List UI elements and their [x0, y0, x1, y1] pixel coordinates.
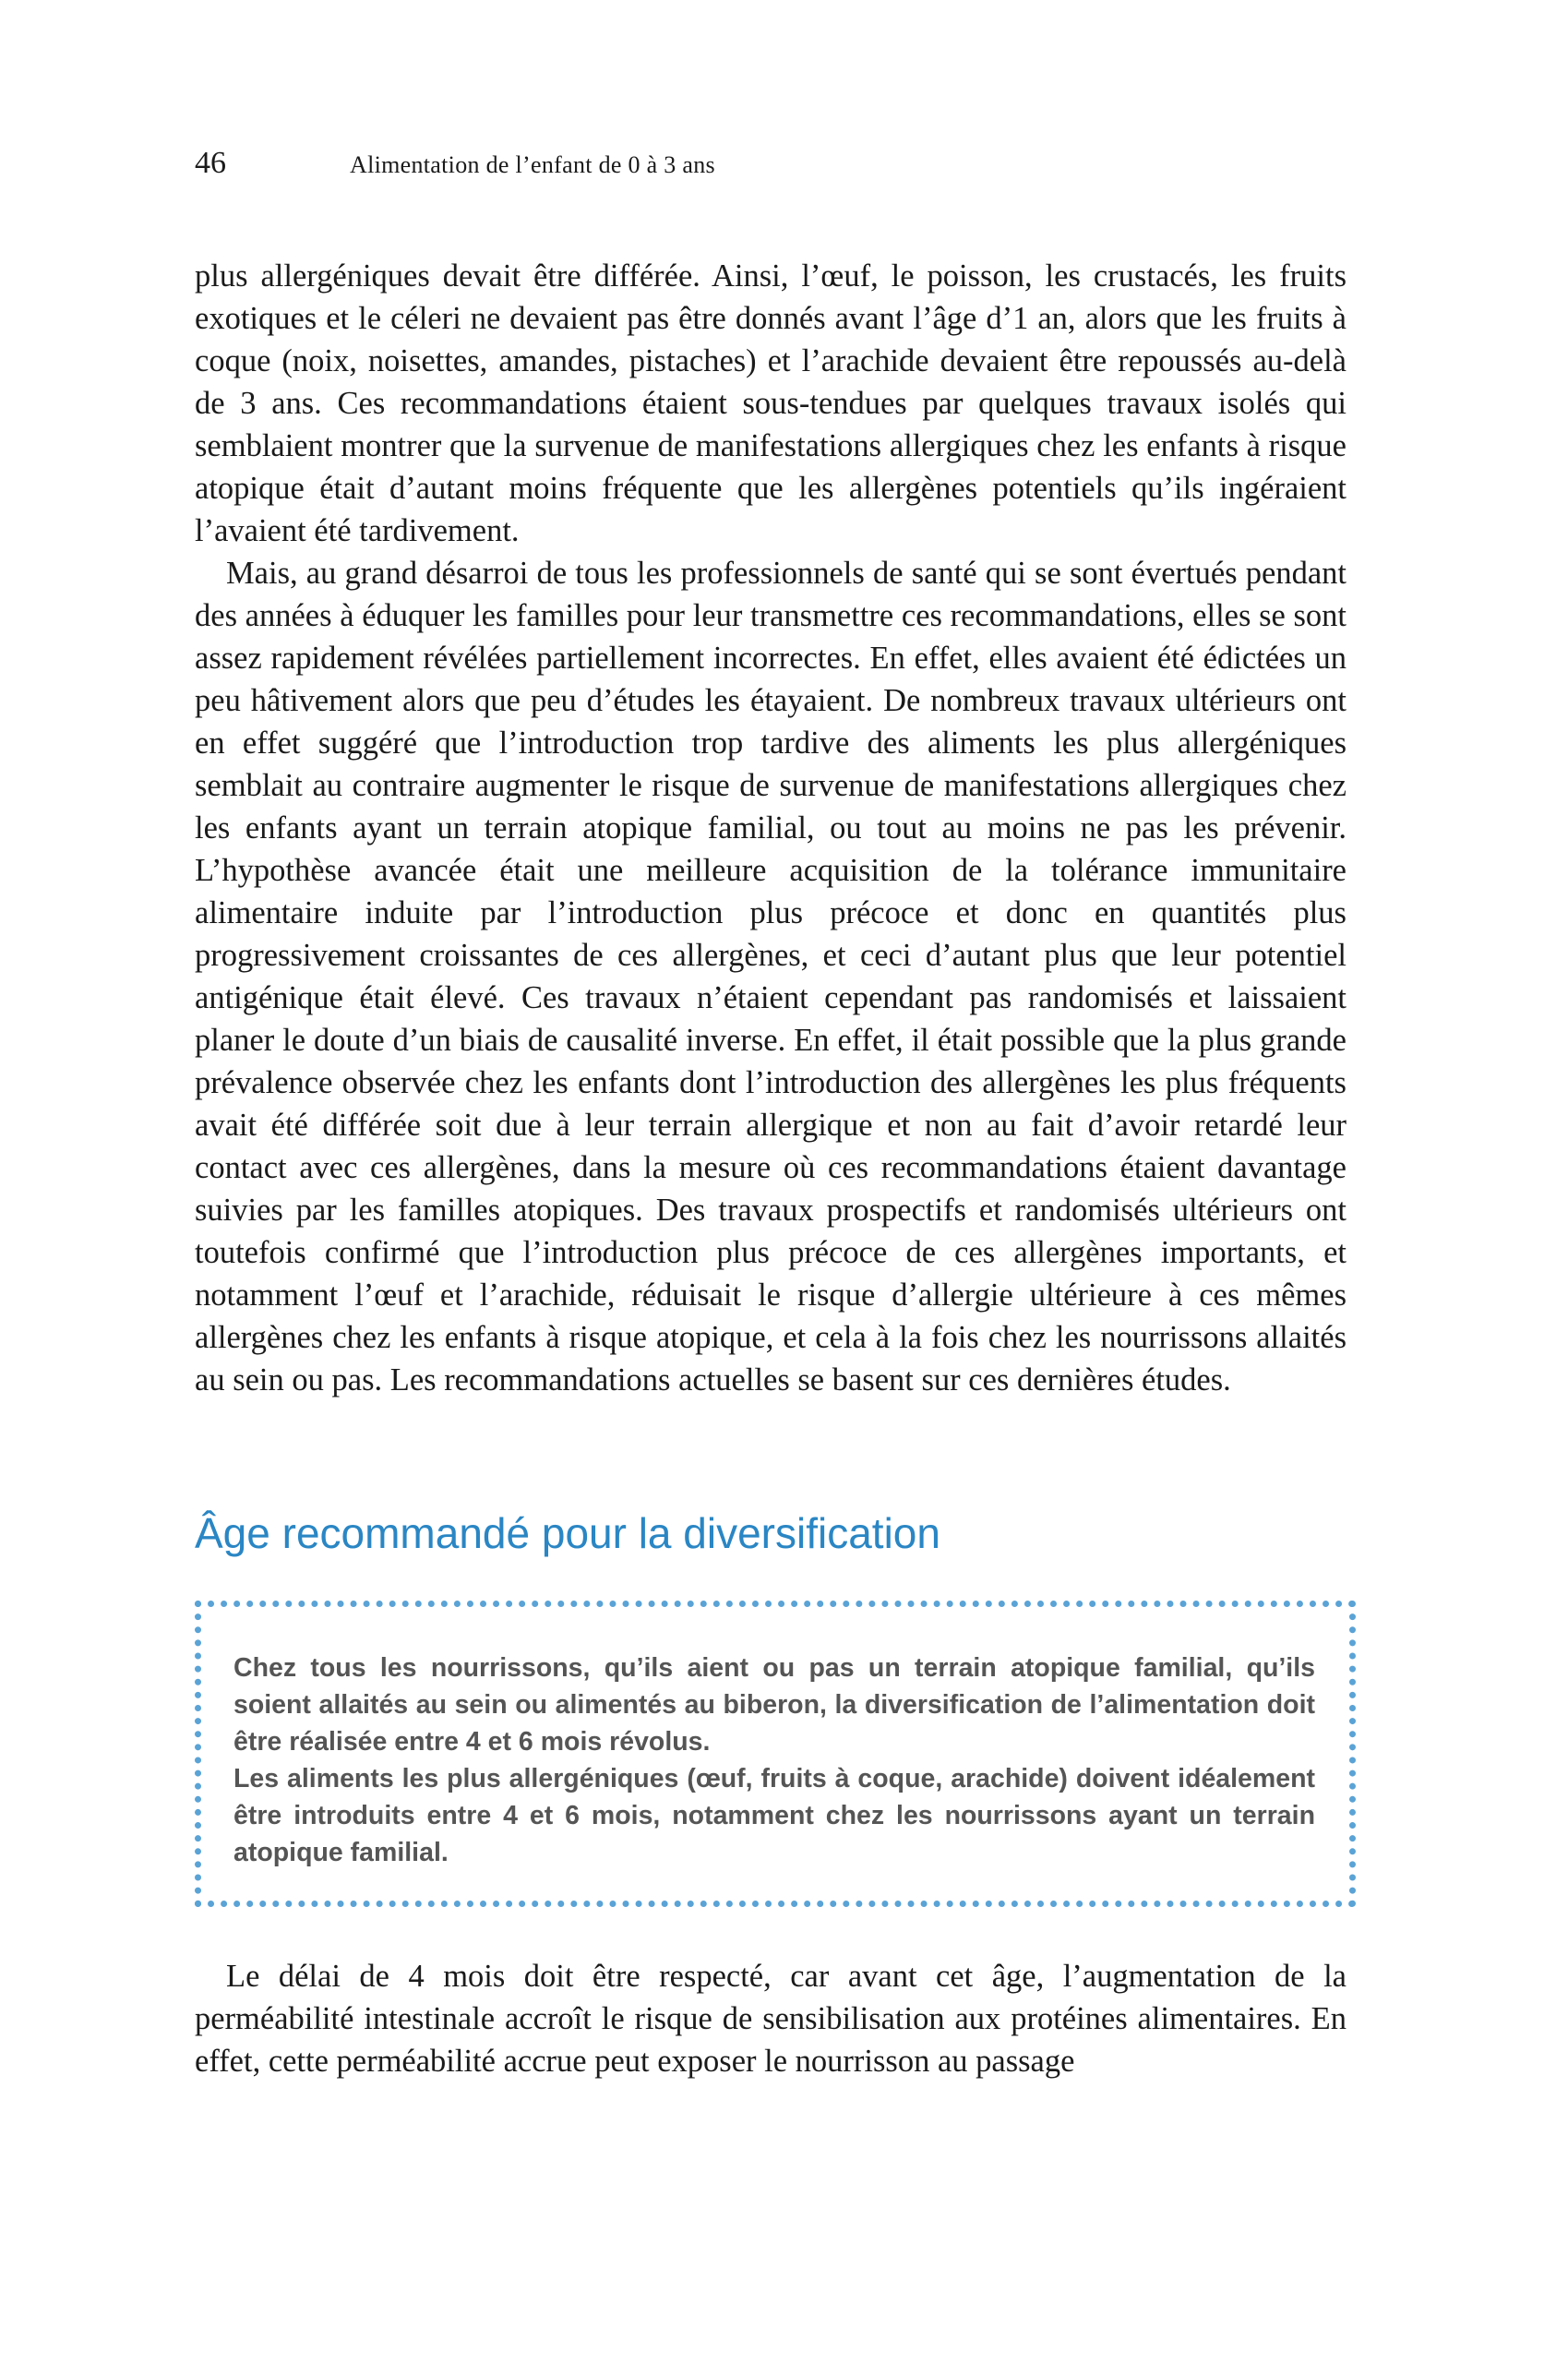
running-head: [195, 146, 1348, 192]
body-text-top: [195, 255, 1347, 1401]
paragraph-continued: plus allergéniques devait être différée. Ainsi, l’œuf, le poisson, les crustacés, les fruits exotiques et le céleri ne devaient pas être donnés avant l’âge d’1 an, alors que les fruits à coque (noix, noisettes, amandes, pistaches) et l’arachide devaient être repoussés au-delà de 3 ans. Ces recommandations étaient sous-tendues par quelques travaux isolés qui semblaient montrer que la survenue de manifestations allergiques chez les enfants à risque atopique était d’autant moins fréquente que les allergènes potentiels qu’ils ingéraient l’avaient été tardivement.: [195, 258, 1347, 548]
body-text-bottom: [195, 1955, 1347, 2082]
paragraph-recommendations-history: Mais, au grand désarroi de tous les professionnels de santé qui se sont évertués pendant des années à éduquer les familles pour leur transmettre ces recommandations, elles se sont assez rapidement révélées partiellement incorrectes. En effet, elles avaient été édictées un peu hâtivement alors que peu d’études les étayaient. De nombreux travaux ultérieurs ont en effet suggéré que l’introduction trop tardive des aliments les plus allergéniques semblait au contraire augmenter le risque de survenue de manifestations allergiques chez les enfants ayant un terrain atopique familial, ou tout au moins ne pas les prévenir. L’hypothèse avancée était une meilleure acquisition de la tolérance immunitaire alimentaire induite par l’introduction plus précoce et donc en quantités plus progressivement croissantes de ces allergènes, et ceci d’autant plus que leur potentiel antigénique était élevé. Ces travaux n’étaient cependant pas randomisés et laissaient planer le doute d’un biais de causalité inverse. En effet, il était possible que la plus grande prévalence observée chez les enfants dont l’introduction des allergènes les plus fréquents avait été différée soit due à leur terrain allergique et non au fait d’avoir retardé leur contact avec ces allergènes, dans la mesure où ces recommandations étaient davantage suivies par les familles atopiques. Des travaux prospectifs et randomisés ultérieurs ont toutefois confirmé que l’introduction plus précoce de ces allergènes importants, et notamment l’œuf et l’arachide, réduisait le risque d’allergie ultérieure à ces mêmes allergènes chez les enfants à risque atopique, et cela à la fois chez les nourrissons allaités au sein ou pas. Les recommandations actuelles se basent sur ces dernières études.: [195, 556, 1347, 1397]
recommendation-text: [233, 1649, 1315, 1871]
recommendation-paragraph: Chez tous les nourrissons, qu’ils aient ou pas un terrain atopique familial, qu’ils soient allaités au sein ou alimentés au biberon, la diversification de l’alimentation doit être réalisée entre 4 et 6 mois révolus.: [233, 1653, 1315, 1757]
section-title: Âge recommandé pour la diversification: [195, 1509, 940, 1557]
recommendation-paragraph: Les aliments les plus allergéniques (œuf, fruits à coque, arachide) doivent idéalement être introduits entre 4 et 6 mois, notamment chez les nourrissons ayant un terrain atopique familial.: [233, 1764, 1315, 1867]
page-number: 46: [195, 146, 226, 180]
recommendation-box: [195, 1601, 1356, 1907]
paragraph-four-month-delay: Le délai de 4 mois doit être respecté, car avant cet âge, l’augmentation de la perméabilité intestinale accroît le risque de sensibilisation aux protéines alimentaires. En effet, cette perméabilité accrue peut exposer le nourrisson au passage: [195, 1959, 1347, 2079]
running-title: Alimentation de l’enfant de 0 à 3 ans: [350, 151, 715, 178]
